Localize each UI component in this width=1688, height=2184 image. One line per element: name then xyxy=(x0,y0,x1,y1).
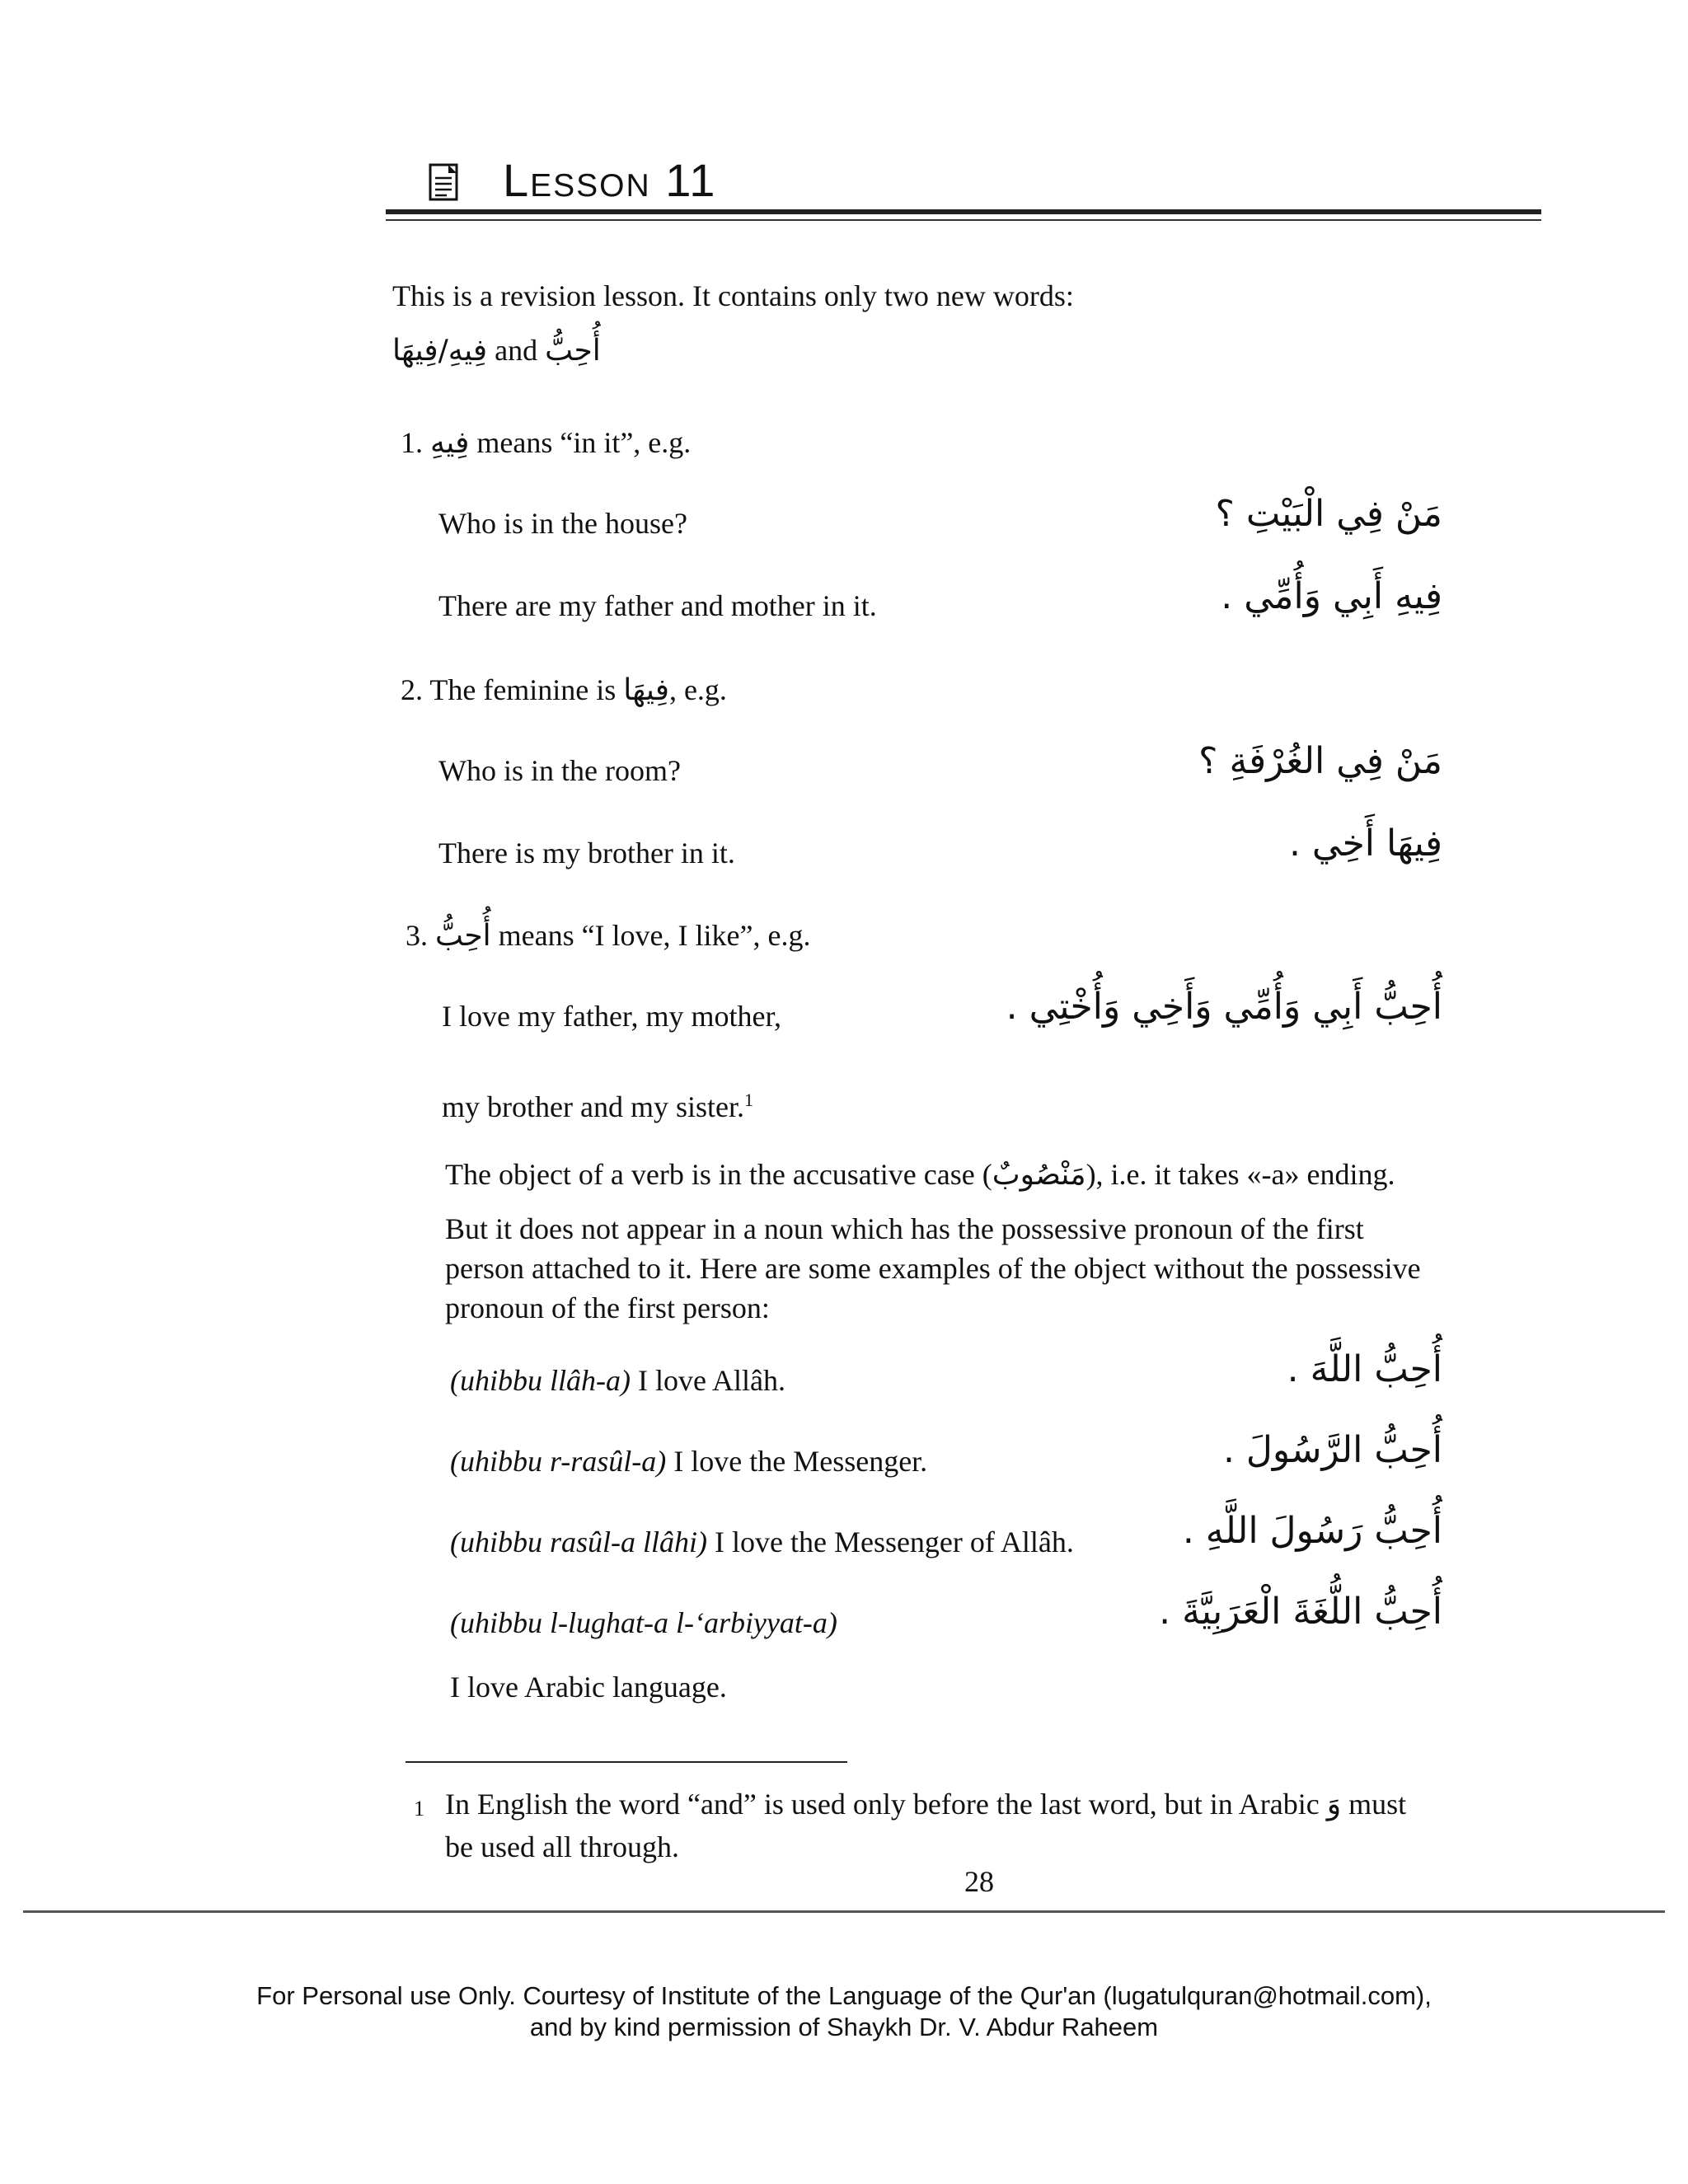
item-3-word: أُحِبُّ xyxy=(435,919,491,953)
example-1-english: I love Allâh. xyxy=(637,1364,785,1397)
item-1-word: فِيهِ xyxy=(430,426,470,460)
header-rule-thin xyxy=(386,219,1541,221)
explanation-paragraph-2-line-2: person attached to it. Here are some examples of the object without the possessive xyxy=(445,1252,1421,1285)
example-4-english: I love Arabic language. xyxy=(450,1671,727,1704)
footnote-number: 1 xyxy=(414,1797,424,1821)
footnote-line-1: In English the word “and” is used only before the last word, but in Arabic وَ must xyxy=(445,1788,1407,1821)
footer-line-1: For Personal use Only. Courtesy of Institute of the Language of the Qur'an (lugatulquran@hotmail.com), xyxy=(256,1981,1432,2010)
example-2-english: I love the Messenger. xyxy=(673,1445,928,1478)
explanation-paragraph-1: The object of a verb is in the accusative case (مَنْصُوبٌ), i.e. it takes «-a» ending. xyxy=(445,1158,1395,1192)
item-3-example-english: I love my father, my mother, xyxy=(442,1000,781,1033)
item-2-example-2-english: There is my brother in it. xyxy=(438,837,735,869)
item-2-example-1-english: Who is in the room? xyxy=(438,754,681,787)
lesson-title: Lesson 11 xyxy=(503,154,717,206)
explanation-paragraph-2-line-3: pronoun of the first person: xyxy=(445,1291,770,1324)
item-2-heading: 2. The feminine is فِيهَا, e.g. xyxy=(401,673,727,707)
intro-words xyxy=(392,333,601,368)
item-2-example-2-arabic: فِيهَا أَخِي . xyxy=(1288,823,1442,865)
bottom-rule xyxy=(23,1910,1665,1913)
example-3-arabic: أُحِبُّ رَسُولَ اللَّهِ . xyxy=(1182,1510,1442,1552)
example-1-arabic: أُحِبُّ اللَّهَ . xyxy=(1287,1348,1442,1390)
example-4-arabic: أُحِبُّ اللُّغَةَ الْعَرَبِيَّةَ . xyxy=(1159,1591,1442,1633)
and-text: and xyxy=(495,334,538,367)
header-rule-thick xyxy=(386,209,1541,214)
intro-text: This is a revision lesson. It contains only two new words: xyxy=(392,279,1074,312)
example-4-translit-line xyxy=(450,1605,837,1640)
item-1-heading: 1. فِيهِ means “in it”, e.g. xyxy=(401,426,692,460)
example-3 xyxy=(450,1525,1074,1559)
example-3-english: I love the Messenger of Allâh. xyxy=(715,1526,1074,1558)
example-2 xyxy=(450,1444,927,1479)
example-2-translit: (uhibbu r-rasûl-a) xyxy=(450,1445,667,1478)
item-1-example-2-arabic: فِيهِ أَبِي وَأُمِّي . xyxy=(1221,575,1442,617)
new-word-fihi-fiha: فِيهِ/فِيهَا xyxy=(392,334,488,368)
example-2-arabic: أُحِبُّ الرَّسُولَ . xyxy=(1222,1429,1442,1471)
footnote-waw: وَ xyxy=(1326,1788,1342,1821)
example-1 xyxy=(450,1363,785,1398)
page-number: 28 xyxy=(964,1865,994,1898)
item-2-word: فِيهَا xyxy=(623,673,669,707)
example-4-translit: (uhibbu l-lughat-a l-‘arbiyyat-a) xyxy=(450,1606,837,1639)
item-3-example-arabic: أُحِبُّ أَبِي وَأُمِّي وَأَخِي وَأُخْتِي . xyxy=(1006,986,1442,1028)
footnote-rule xyxy=(406,1761,847,1763)
example-1-translit: (uhibbu llâh-a) xyxy=(450,1364,631,1397)
footer-line-2: and by kind permission of Shaykh Dr. V. Abdur Raheem xyxy=(529,2013,1159,2041)
item-1-example-1-arabic: مَنْ فِي الْبَيْتِ ؟ xyxy=(1215,493,1442,535)
example-3-translit: (uhibbu rasûl-a llâhi) xyxy=(450,1526,707,1558)
mansub-word: مَنْصُوبٌ xyxy=(992,1158,1086,1192)
new-word-uhibbu: أُحِبُّ xyxy=(545,334,601,368)
item-3-heading: 3. أُحِبُّ means “I love, I like”, e.g. xyxy=(406,919,811,953)
footnote-ref: 1 xyxy=(743,1090,753,1110)
item-1-example-1-english: Who is in the house? xyxy=(438,507,687,540)
item-1-example-2-english: There are my father and mother in it. xyxy=(438,589,877,622)
footnote-line-2: be used all through. xyxy=(445,1830,679,1863)
item-3-example-english-cont: my brother and my sister.$^1$ xyxy=(442,1090,753,1123)
explanation-paragraph-2-line-1: But it does not appear in a noun which has the possessive pronoun of the first xyxy=(445,1212,1364,1245)
item-2-example-1-arabic: مَنْ فِي الغُرْفَةِ ؟ xyxy=(1198,740,1442,782)
document-icon xyxy=(429,163,458,201)
